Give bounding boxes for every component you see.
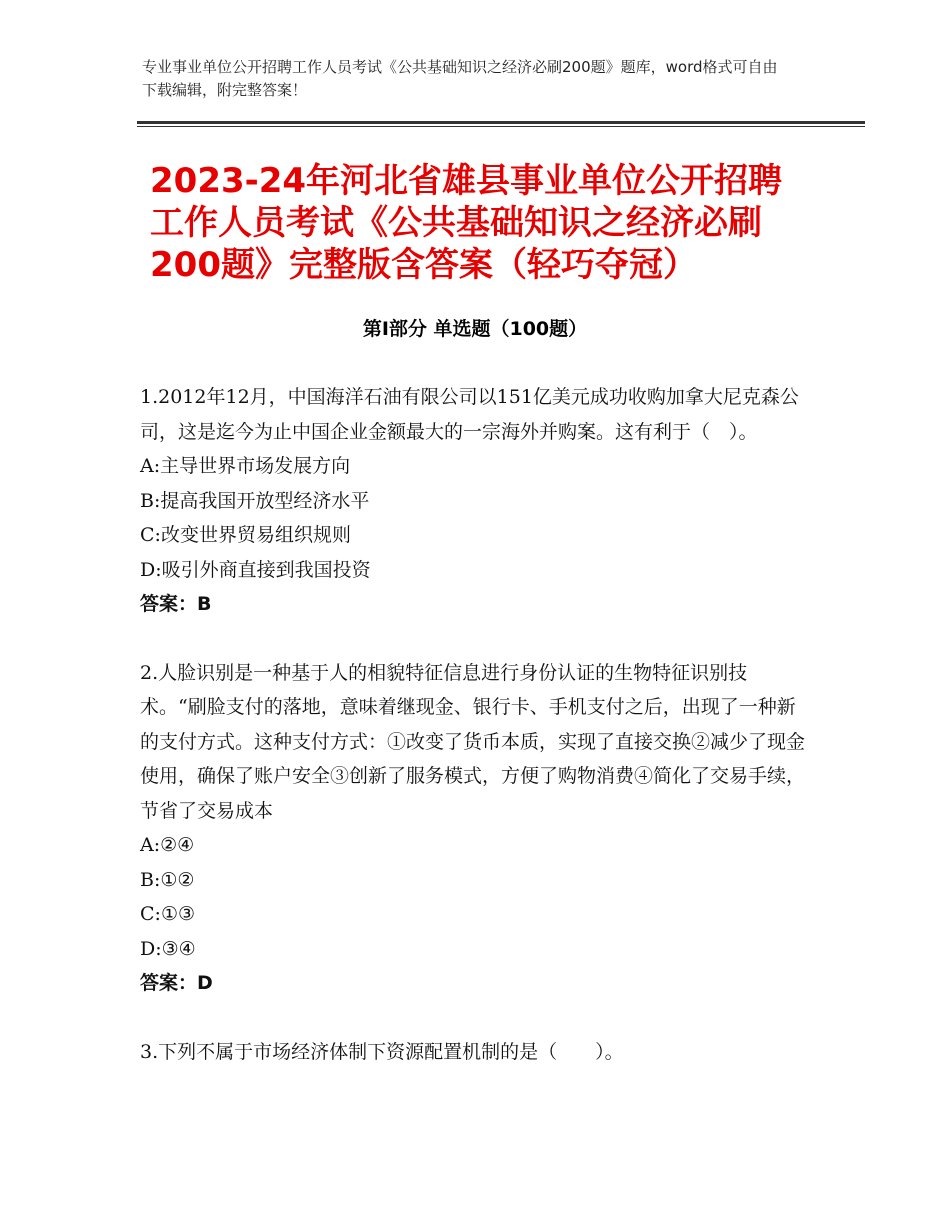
question-text: 1.2012年12月，中国海洋石油有限公司以151亿美元成功收购加拿大尼克森公司，这是迄今为止中国企业金额最大的一宗海外并购案。这有利于（ ）。 — [140, 386, 799, 443]
option-c: C:改变世界贸易组织规则 — [140, 524, 351, 546]
option-a: A:主导世界市场发展方向 — [140, 455, 351, 477]
question-2 — [140, 656, 810, 1001]
option-a: A:②④ — [140, 834, 195, 856]
document-title: 2023-24年河北省雄县事业单位公开招聘工作人员考试《公共基础知识之经济必刷200题》完整版含答案（轻巧夺冠） — [150, 161, 783, 285]
answer: 答案：D — [140, 972, 213, 994]
answer: 答案：B — [140, 593, 212, 615]
option-b: B:提高我国开放型经济水平 — [140, 489, 370, 512]
section-heading: 第Ⅰ部分 单选题（100题） — [362, 318, 588, 340]
option-d: D:③④ — [140, 937, 196, 960]
question-1 — [140, 380, 810, 622]
option-c: C:①③ — [140, 903, 196, 925]
question-3 — [140, 1035, 810, 1070]
option-d: D:吸引外商直接到我国投资 — [140, 558, 371, 581]
question-text: 2.人脸识别是一种基于人的相貌特征信息进行身份认证的生物特征识别技术。“刷脸支付的落地，意味着继现金、银行卡、手机支付之后，出现了一种新的支付方式。这种支付方式：①改变了货币本质，实现了直接交换②减少了现金使用，确保了账户安全③创新了服务模式，方便了购物消费④简化了交易手续，节省了交易成本 — [140, 661, 806, 822]
question-list — [140, 380, 810, 1103]
option-b: B:①② — [140, 868, 195, 891]
header-divider-thin — [137, 126, 865, 127]
question-text: 3.下列不属于市场经济体制下资源配置机制的是（ ）。 — [140, 1040, 624, 1063]
header-divider-thick — [137, 121, 865, 124]
header-note: 专业事业单位公开招聘工作人员考试《公共基础知识之经济必刷200题》题库，word格式可自由下载编辑，附完整答案！ — [142, 58, 778, 99]
